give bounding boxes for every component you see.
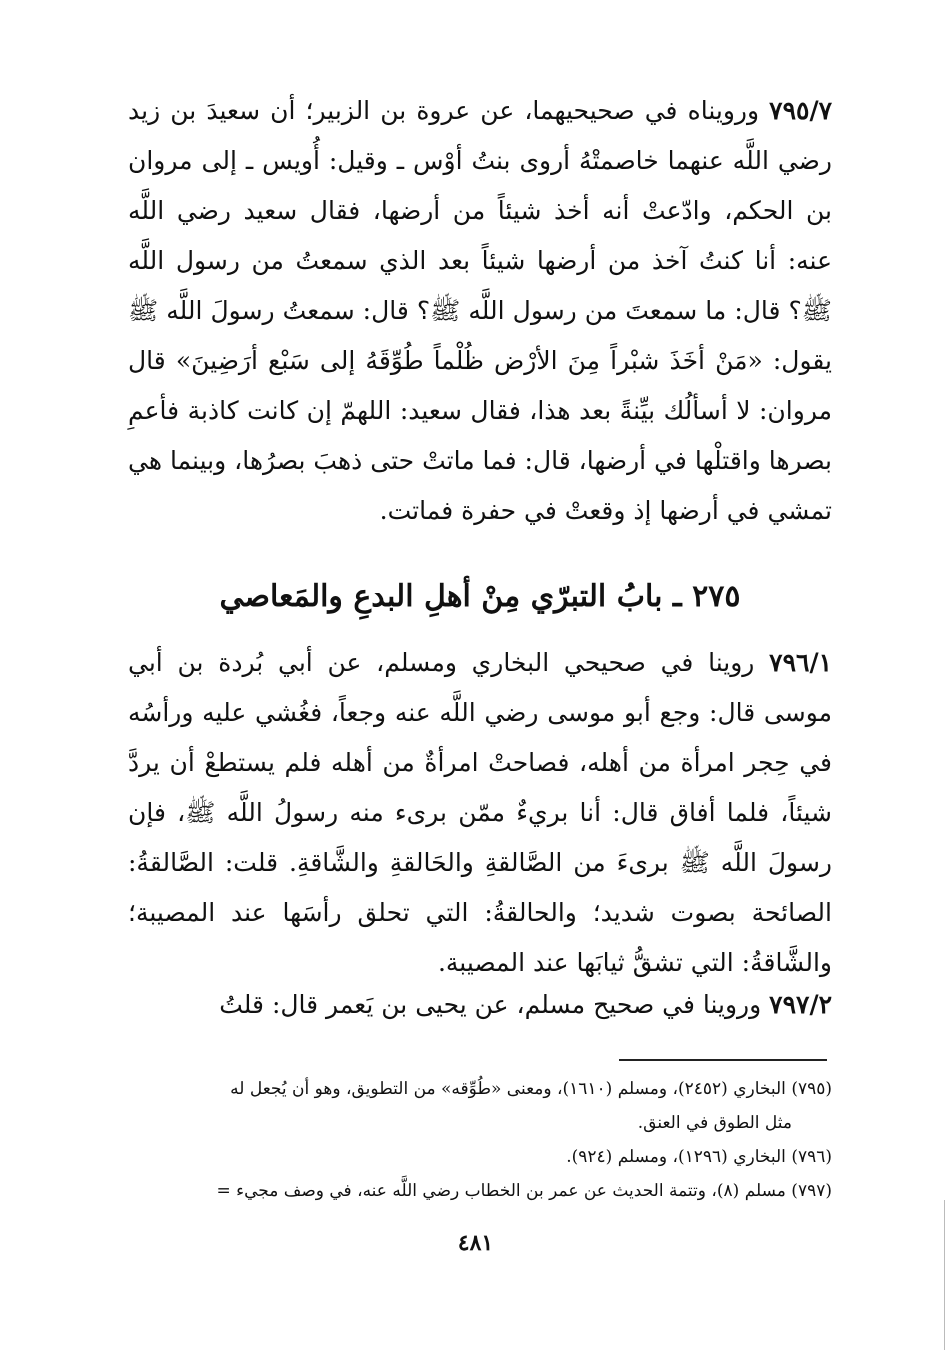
hadith-796-paragraph [128, 638, 832, 988]
footnotes [110, 1072, 832, 1208]
footnote-795: (٧٩٥) البخاري (٢٤٥٢)، ومسلم (١٦١٠)، ومعنى «طُوِّقه» من التطويق، وهو أن يُجعل له [230, 1079, 832, 1099]
page-number: ٤٨١ [457, 1230, 494, 1256]
footnote-796: (٧٩٦) البخاري (١٢٩٦)، ومسلم (٩٢٤). [566, 1147, 832, 1167]
hadith-795-number: ٧٩٥/٧ [769, 96, 832, 125]
hadith-797-text: وروينا في صحيح مسلم، عن يحيى بن يَعمر قال: قلتُ [219, 990, 762, 1019]
footnote-797: (٧٩٧) مسلم (٨)، وتتمة الحديث عن عمر بن الخطاب رضي اللَّه عنه، في وصف مجيء = [216, 1181, 832, 1201]
hadith-797-number: ٧٩٧/٢ [769, 990, 832, 1019]
scan-edge-line [944, 1200, 945, 1350]
hadith-795-text: ورويناه في صحيحيهما، عن عروة بن الزبير؛ أن سعيدَ بن زيد رضي اللَّه عنهما خاصمتْهُ أروى بنتُ أوْس ـ وقيل: أُويس ـ إلى مروان بن الحكم، وادّعتْ أنه أخذ شيئاً من أرضها، فقال سعيد رضي اللَّه عنه: أنا كنتُ آخذ من أرضها شيئاً بعد الذي سمعتُ من رسول اللَّه ﷺ؟ قال: ما سمعتَ من رسول اللَّه ﷺ؟ قال: سمعتُ رسولَ اللَّه ﷺ يقول: «مَنْ أخَذَ شبْراً مِنَ الأرْض ظُلْماً طُوِّقَهُ إلى سَبْع أرَضِينَ» قال مروان: لا أسألُك بيِّنةً بعد هذا، فقال سعيد: اللهمّ إن كانت كاذبة فأعمِ بصرها واقتلْها في أرضها، قال: فما ماتتْ حتى ذهبَ بصرُها، وبينما هي تمشي في أرضها إذ وقعتْ في حفرة فماتت. [128, 96, 832, 525]
hadith-796-text: روينا في صحيحي البخاري ومسلم، عن أبي بُردة بن أبي موسى قال: وجع أبو موسى رضي اللَّه عنه وجعاً، فغُشي عليه ورأسُه في حِجر امرأة من أهله، فصاحتْ امرأةٌ من أهله فلم يستطعْ أن يردَّ شيئاً، فلما أفاق قال: أنا بريءٌ ممّن برىء منه رسولُ اللَّه ﷺ، فإن رسولَ اللَّه ﷺ برىءَ من الصَّالقةِ والحَالقةِ والشَّاقةِ. قلت: الصَّالقةُ: الصائحة بصوت شديد؛ والحالقةُ: التي تحلق رأسَها عند المصيبة؛ والشَّاقةُ: التي تشقُّ ثيابَها عند المصيبة. [128, 648, 832, 977]
footnote-separator [619, 1059, 827, 1061]
hadith-795-paragraph [128, 86, 832, 536]
hadith-797-paragraph [128, 980, 832, 1030]
chapter-heading: ٢٧٥ ـ بابُ التبرّي مِنْ أهلِ البدعِ والمَعاصي [219, 579, 741, 614]
footnote-795-continuation: مثل الطوق في العنق. [637, 1113, 792, 1133]
hadith-796-number: ٧٩٦/١ [769, 648, 832, 677]
